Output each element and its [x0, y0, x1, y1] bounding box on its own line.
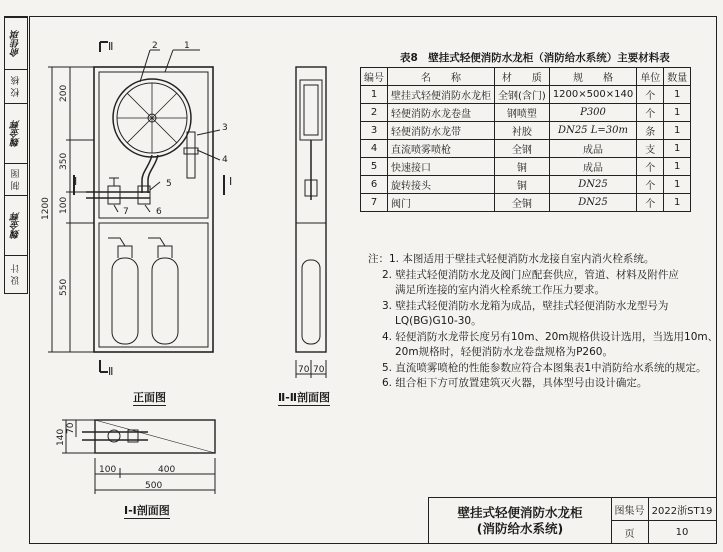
section-mark-i-left: Ⅰ	[74, 175, 78, 188]
table-cell: P300	[549, 104, 636, 122]
table-cell: 1	[664, 194, 691, 212]
lower-compartment	[99, 223, 208, 347]
table-row	[361, 104, 691, 122]
table-header-cell: 数量	[664, 68, 691, 86]
table-cell: 3	[361, 122, 388, 140]
note-line: 20m规格时，轻便消防水龙卷盘规格为P260。	[395, 346, 613, 358]
note-line: 注：1. 本图适用于壁挂式轻便消防水龙接自室内消火栓系统。	[368, 253, 655, 265]
table-cell: 成品	[549, 158, 636, 176]
table-cell: 支	[637, 140, 664, 158]
table-header-cell: 单位	[637, 68, 664, 86]
extinguisher-left	[112, 258, 138, 344]
table-cell: 7	[361, 194, 388, 212]
callout-2: 2	[152, 41, 158, 51]
table-header-cell: 材 质	[495, 68, 550, 86]
page-number: 10	[675, 526, 689, 538]
section-i-label	[124, 502, 170, 518]
section-mark-i-right: Ⅰ	[229, 175, 233, 188]
table-cell: 阀门	[388, 194, 495, 212]
signature-cell: 俞佳琪	[5, 17, 27, 69]
note-line: 2. 壁挂式轻便消防水龙及阀门应配套供应，管道、材料及附件应	[382, 268, 679, 281]
callout-6: 6	[156, 207, 162, 217]
table-row	[361, 140, 691, 158]
note-line: LQ(BG)G10-30。	[395, 315, 482, 327]
note-line: 5. 直流喷雾喷枪的性能参数应符合本图集表1中消防给水系统的规定。	[382, 361, 707, 374]
upper-compartment	[99, 72, 208, 218]
table-cell: DN25	[549, 176, 636, 194]
front-view-label	[133, 389, 166, 405]
note-line: 满足所连接的室内消火栓系统工作压力要求。	[395, 284, 605, 296]
signature-cell: 魏金辉	[5, 195, 27, 255]
table-row	[361, 158, 691, 176]
table-row	[361, 122, 691, 140]
table-cell: DN25	[549, 194, 636, 212]
dim-side-70b: 70	[313, 365, 325, 375]
table-cell: 6	[361, 176, 388, 194]
section-ii-label-text: Ⅱ-Ⅱ剖面图	[278, 391, 331, 404]
note-line: 4. 轻便消防水龙带长度另有10m、20m规格供设计选用，当选用10m、	[382, 330, 719, 343]
section-ii-label	[278, 389, 330, 405]
table-cell: 快速接口	[388, 158, 495, 176]
table-cell: 1	[664, 86, 691, 104]
table-cell: 个	[637, 194, 664, 212]
callout-4: 4	[222, 155, 228, 165]
table-cell: 直流喷雾喷枪	[388, 140, 495, 158]
table-cell: 铜	[495, 176, 550, 194]
table-title: 表8 壁挂式轻便消防水龙柜（消防给水系统）主要材料表	[400, 52, 670, 64]
table-cell: 1	[664, 176, 691, 194]
table-cell: 条	[637, 122, 664, 140]
table-cell: 1	[361, 86, 388, 104]
material-table	[360, 67, 691, 212]
table-cell: 铜	[495, 158, 550, 176]
table-header-cell: 编号	[361, 68, 388, 86]
callout-3: 3	[222, 123, 228, 133]
table-cell: 个	[637, 104, 664, 122]
table-cell: 成品	[549, 140, 636, 158]
callout-7: 7	[123, 207, 129, 217]
page-label: 页	[611, 521, 649, 543]
table-cell: 1	[664, 140, 691, 158]
table-cell: DN25 L=30m	[549, 122, 636, 140]
table-cell: 个	[637, 86, 664, 104]
atlas-number-label: 图集号	[611, 498, 649, 521]
table-cell: 轻便消防水龙带	[388, 122, 495, 140]
dim-350: 350	[59, 152, 69, 170]
table-row	[361, 176, 691, 194]
table-header-row	[361, 68, 691, 86]
table-cell: 1	[664, 122, 691, 140]
dim-plan-400: 400	[158, 465, 176, 475]
table-header-cell: 名 称	[388, 68, 495, 86]
dim-200: 200	[59, 84, 69, 102]
dim-plan-500: 500	[145, 481, 163, 491]
role-cell: 设 计	[5, 255, 27, 293]
table-cell: 全钢(含门)	[495, 86, 550, 104]
spray-nozzle	[187, 132, 195, 178]
note-line: 3. 壁挂式轻便消防水龙箱为成品，壁挂式轻便消防水龙型号为	[382, 299, 669, 312]
table-cell: 1	[664, 158, 691, 176]
section-i-label-text: Ⅰ-Ⅰ剖面图	[124, 504, 170, 517]
section-mark-ii-bottom: Ⅱ	[108, 365, 114, 378]
table-row	[361, 86, 691, 104]
dim-550: 550	[59, 278, 69, 296]
extinguisher-right	[152, 258, 178, 344]
title-block	[428, 497, 717, 544]
dim-plan-100: 100	[99, 465, 117, 475]
atlas-number: 2022浙ST19	[648, 498, 716, 521]
table-cell: 钢喷塑	[495, 104, 550, 122]
table-cell: 5	[361, 158, 388, 176]
role-cell: 校 核	[5, 69, 27, 103]
role-cell: 制 图	[5, 163, 27, 195]
callout-1: 1	[184, 41, 190, 51]
table-body	[361, 86, 691, 212]
table-cell: 旋转接头	[388, 176, 495, 194]
table-row	[361, 194, 691, 212]
table-cell: 壁挂式轻便消防水龙柜	[388, 86, 495, 104]
table-cell: 4	[361, 140, 388, 158]
table-cell: 全钢	[495, 140, 550, 158]
table-header-cell: 规 格	[549, 68, 636, 86]
valve	[108, 186, 120, 204]
table-cell: 2	[361, 104, 388, 122]
callout-5: 5	[166, 179, 172, 189]
dim-1200: 1200	[41, 197, 51, 220]
table-cell: 1	[664, 104, 691, 122]
dim-side-70a: 70	[298, 365, 310, 375]
front-view-label-text: 正面图	[133, 391, 166, 404]
notes-block	[368, 252, 718, 392]
table-cell: 轻便消防水龙卷盘	[388, 104, 495, 122]
note-line: 6. 组合柜下方可放置建筑灭火器，具体型号由设计确定。	[382, 377, 648, 389]
drawing-name	[429, 498, 612, 543]
table-cell: 衬胶	[495, 122, 550, 140]
dim-plan-70: 70	[66, 422, 76, 434]
signature-cell: 魏金辉	[5, 103, 27, 163]
table-cell: 个	[637, 176, 664, 194]
dim-100: 100	[59, 196, 69, 214]
drawing-name-line2: (消防给水系统)	[476, 520, 564, 536]
drawing-name-line1: 壁挂式轻便消防水龙柜	[457, 504, 583, 520]
dim-plan-140: 140	[56, 428, 66, 446]
section-mark-ii-top: Ⅱ	[108, 40, 114, 53]
table-cell: 个	[637, 158, 664, 176]
table-cell: 1200×500×140	[549, 86, 636, 104]
extinguisher-side	[302, 260, 320, 344]
table-cell: 全铜	[495, 194, 550, 212]
